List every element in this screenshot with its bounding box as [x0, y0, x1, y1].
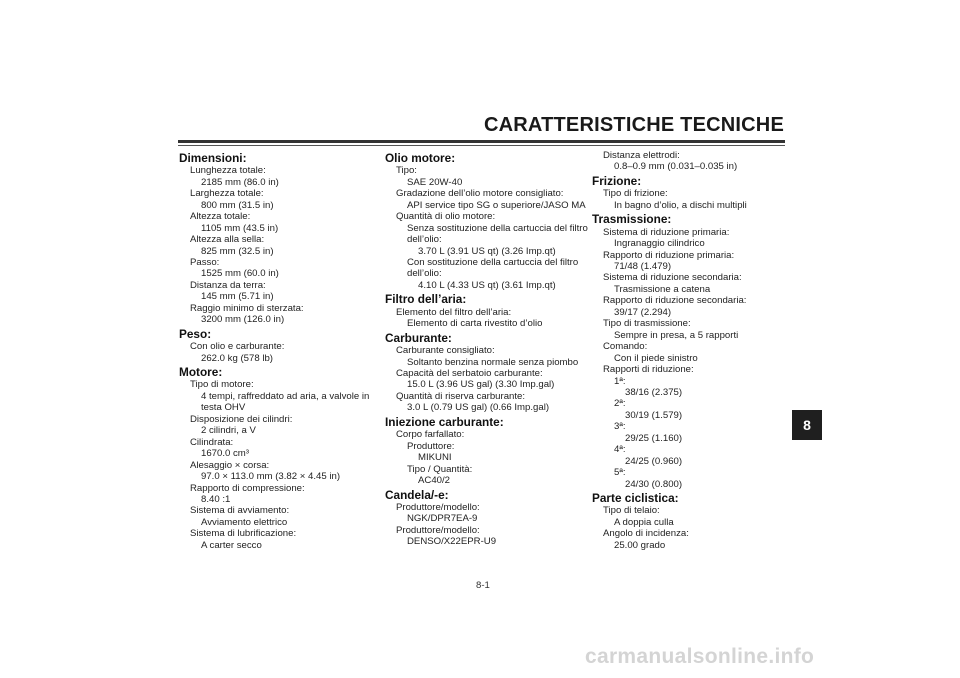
- spec-line: Quantità di riserva carburante:: [396, 390, 526, 402]
- spec-column-1: [179, 150, 384, 551]
- spec-line: dell’olio:: [407, 268, 442, 280]
- spec-line: Carburante consigliato:: [396, 345, 495, 357]
- spec-line: AC40/2: [418, 475, 450, 487]
- spec-line: Trasmissione a catena: [614, 283, 711, 295]
- spec-line: Rapporti di riduzione:: [603, 364, 694, 376]
- spec-line: Capacità del serbatoio carburante:: [396, 368, 543, 380]
- spec-line: dell’olio:: [407, 234, 442, 246]
- spec-line: Lunghezza totale:: [190, 165, 266, 177]
- spec-line: 38/16 (2.375): [625, 386, 683, 398]
- section-heading: Motore:: [179, 365, 223, 380]
- spec-line: 4 tempi, raffreddato ad aria, a valvole in: [201, 390, 370, 402]
- spec-line: Sistema di riduzione secondaria:: [603, 272, 742, 284]
- spec-line: Con il piede sinistro: [614, 352, 698, 364]
- spec-line: Quantità di olio motore:: [396, 211, 496, 223]
- spec-line: Altezza totale:: [190, 211, 251, 223]
- spec-line: Alesaggio × corsa:: [190, 459, 270, 471]
- spec-line: SAE 20W-40: [407, 176, 463, 188]
- spec-line: Tipo di trasmissione:: [603, 318, 691, 330]
- spec-line: 3ª:: [614, 421, 626, 433]
- spec-line: Rapporto di riduzione primaria:: [603, 249, 735, 261]
- spec-line: Rapporto di riduzione secondaria:: [603, 295, 747, 307]
- spec-line: Angolo di incidenza:: [603, 528, 689, 540]
- spec-line: 825 mm (32.5 in): [201, 245, 274, 257]
- spec-line: In bagno d’olio, a dischi multipli: [614, 199, 747, 211]
- spec-line: Senza sostituzione della cartuccia del filtro: [407, 222, 588, 234]
- spec-line: Corpo farfallato:: [396, 429, 465, 441]
- spec-line: 4ª:: [614, 444, 626, 456]
- spec-line: Passo:: [190, 257, 220, 269]
- spec-line: 1525 mm (60.0 in): [201, 268, 279, 280]
- spec-line: 800 mm (31.5 in): [201, 199, 274, 211]
- spec-line: 15.0 L (3.96 US gal) (3.30 Imp.gal): [407, 379, 555, 391]
- spec-line: 24/25 (0.960): [625, 455, 683, 467]
- spec-line: Sistema di lubrificazione:: [190, 528, 297, 540]
- spec-line: Tipo di frizione:: [603, 188, 668, 200]
- spec-line: DENSO/X22EPR-U9: [407, 536, 497, 548]
- section-heading: Frizione:: [592, 173, 642, 188]
- spec-line: 1105 mm (43.5 in): [201, 222, 279, 234]
- spec-line: Produttore/modello:: [396, 501, 480, 513]
- spec-line: 3200 mm (126.0 in): [201, 314, 285, 326]
- spec-line: 2185 mm (86.0 in): [201, 176, 279, 188]
- section-heading: Dimensioni:: [179, 151, 247, 165]
- spec-line: Raggio minimo di sterzata:: [190, 302, 304, 314]
- spec-line: Soltanto benzina normale senza piombo: [407, 356, 579, 368]
- spec-line: Distanza da terra:: [190, 279, 266, 291]
- spec-line: Larghezza totale:: [190, 188, 264, 200]
- chapter-tab: 8: [792, 410, 822, 440]
- spec-line: 71/48 (1.479): [614, 260, 672, 272]
- section-heading: Iniezione carburante:: [385, 414, 504, 429]
- spec-line: 24/30 (0.800): [625, 478, 683, 490]
- spec-line: Sempre in presa, a 5 rapporti: [614, 329, 739, 341]
- spec-line: testa OHV: [201, 402, 246, 414]
- spec-line: 3.0 L (0.79 US gal) (0.66 Imp.gal): [407, 402, 550, 414]
- spec-column-3: [592, 150, 797, 551]
- spec-line: Tipo di motore:: [190, 379, 254, 391]
- page-title: CARATTERISTICHE TECNICHE: [484, 114, 784, 136]
- spec-line: 262.0 kg (578 lb): [201, 352, 273, 364]
- spec-line: Produttore/modello:: [396, 524, 480, 536]
- spec-line: MIKUNI: [418, 452, 452, 464]
- spec-line: 1670.0 cm³: [201, 448, 249, 460]
- spec-line: Con olio e carburante:: [190, 341, 285, 353]
- spec-line: A carter secco: [201, 539, 262, 551]
- section-heading: Parte ciclistica:: [592, 491, 679, 506]
- page-number: 8-1: [476, 580, 490, 591]
- spec-line: 39/17 (2.294): [614, 306, 672, 318]
- spec-line: 1ª:: [614, 375, 626, 387]
- section-heading: Trasmissione:: [592, 212, 672, 227]
- spec-line: 0.8–0.9 mm (0.031–0.035 in): [614, 161, 738, 173]
- spec-line: Elemento del filtro dell’aria:: [396, 306, 512, 318]
- spec-line: 97.0 × 113.0 mm (3.82 × 4.45 in): [201, 471, 341, 483]
- spec-line: 145 mm (5.71 in): [201, 291, 274, 303]
- spec-line: Sistema di avviamento:: [190, 505, 290, 517]
- spec-line: 2ª:: [614, 398, 626, 410]
- spec-line: Elemento di carta rivestito d’olio: [407, 318, 543, 330]
- spec-line: Produttore:: [407, 440, 455, 452]
- spec-line: Tipo / Quantità:: [407, 463, 473, 475]
- spec-line: Avviamento elettrico: [201, 516, 288, 528]
- section-heading: Peso:: [179, 326, 212, 341]
- spec-line: API service tipo SG o superiore/JASO MA: [407, 199, 586, 211]
- spec-line: 29/25 (1.160): [625, 432, 683, 444]
- spec-line: 2 cilindri, a V: [201, 425, 256, 437]
- header-rule-thick: [178, 140, 785, 143]
- spec-column-2: [385, 150, 590, 548]
- spec-line: Tipo di telaio:: [603, 505, 660, 517]
- spec-line: Disposizione dei cilindri:: [190, 413, 293, 425]
- spec-line: Con sostituzione della cartuccia del filtro: [407, 257, 579, 269]
- spec-line: Gradazione dell’olio motore consigliato:: [396, 188, 564, 200]
- section-heading: Filtro dell’aria:: [385, 292, 467, 307]
- section-heading: Olio motore:: [385, 151, 456, 165]
- spec-line: 30/19 (1.579): [625, 409, 683, 421]
- spec-line: 4.10 L (4.33 US qt) (3.61 Imp.qt): [418, 279, 556, 291]
- spec-line: Distanza elettrodi:: [603, 150, 680, 161]
- spec-line: Rapporto di compressione:: [190, 482, 305, 494]
- spec-line: Tipo:: [396, 165, 417, 177]
- spec-line: NGK/DPR7EA-9: [407, 513, 478, 525]
- spec-line: Comando:: [603, 341, 648, 353]
- section-heading: Carburante:: [385, 330, 452, 345]
- spec-line: 3.70 L (3.91 US qt) (3.26 Imp.qt): [418, 245, 556, 257]
- section-heading: Candela/-e:: [385, 487, 449, 502]
- watermark: carmanualsonline.info: [585, 645, 815, 668]
- spec-line: 5ª:: [614, 467, 626, 479]
- spec-line: Sistema di riduzione primaria:: [603, 226, 730, 238]
- spec-line: Altezza alla sella:: [190, 234, 265, 246]
- header-rule-thin: [178, 145, 785, 146]
- spec-line: 25.00 grado: [614, 539, 666, 551]
- spec-line: 8.40 :1: [201, 494, 231, 505]
- spec-line: Ingranaggio cilindrico: [614, 238, 705, 250]
- spec-line: A doppia culla: [614, 516, 674, 528]
- spec-line: Cilindrata:: [190, 436, 234, 448]
